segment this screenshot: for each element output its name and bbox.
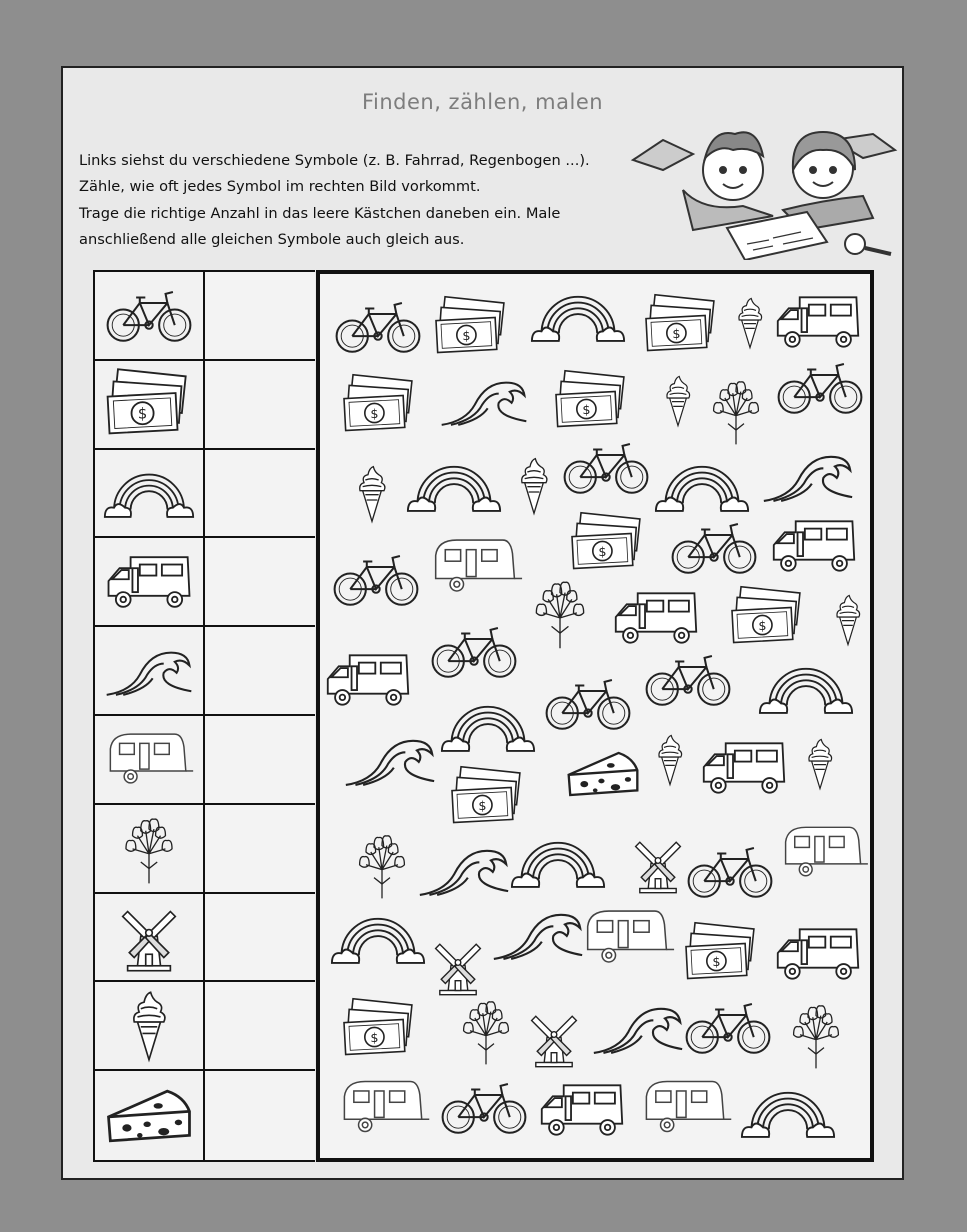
rainbow-icon[interactable]: [740, 1080, 836, 1144]
bicycle-icon[interactable]: [542, 670, 634, 736]
money-icon[interactable]: [340, 370, 420, 440]
page-title: Finden, zählen, malen: [361, 90, 604, 114]
answer-box-windmill[interactable]: [205, 894, 315, 983]
legend-row-ice-cream: [95, 982, 205, 1071]
rainbow-icon[interactable]: [330, 906, 426, 970]
instruction-line-3: Trage die richtige Anzahl in das leere Kästchen daneben ein. Male: [79, 204, 561, 222]
rainbow-icon[interactable]: [530, 284, 626, 348]
bicycle-icon[interactable]: [774, 354, 866, 420]
answer-box-rainbow[interactable]: [205, 450, 315, 539]
legend-row-caravan: [95, 716, 205, 805]
bicycle-icon[interactable]: [668, 514, 760, 580]
caravan-icon[interactable]: [336, 1074, 432, 1140]
tulip-bouquet-icon[interactable]: [704, 370, 768, 450]
rainbow-icon[interactable]: [406, 454, 502, 518]
money-icon[interactable]: [552, 368, 632, 434]
legend-row-rainbow: [95, 450, 205, 539]
answer-box-ice-cream[interactable]: [205, 982, 315, 1071]
camper-van-icon: [103, 545, 195, 619]
caravan-icon: [103, 722, 195, 796]
bicycle-icon: [103, 278, 195, 352]
children-reading-illustration: [623, 120, 903, 260]
money-icon[interactable]: [340, 996, 420, 1062]
bicycle-icon[interactable]: [684, 838, 776, 904]
camper-van-icon[interactable]: [320, 648, 416, 712]
camper-van-icon[interactable]: [770, 922, 866, 986]
ice-cream-icon[interactable]: [802, 724, 838, 804]
search-picture: [316, 270, 874, 1162]
legend-table: [93, 270, 315, 1162]
rainbow-icon[interactable]: [654, 454, 750, 518]
wave-icon[interactable]: [342, 728, 438, 792]
tulip-bouquet-icon[interactable]: [350, 826, 414, 902]
bicycle-icon[interactable]: [428, 618, 520, 684]
ice-cream-icon[interactable]: [732, 284, 768, 362]
money-icon[interactable]: [432, 294, 512, 360]
money-icon[interactable]: [448, 764, 528, 830]
legend-row-bicycle: [95, 272, 205, 361]
cheese-icon: [103, 1079, 195, 1153]
windmill-icon: [103, 900, 195, 974]
legend-row-tulip-bouquet: [95, 805, 205, 894]
camper-van-icon[interactable]: [766, 514, 862, 578]
instruction-line-1: Links siehst du verschiedene Symbole (z. B. Fahrrad, Regenbogen ...).: [79, 152, 590, 169]
tulip-bouquet-icon[interactable]: [526, 574, 594, 650]
answer-box-caravan[interactable]: [205, 716, 315, 805]
instruction-line-2: Zähle, wie oft jedes Symbol im rechten Bild vorkommt.: [79, 178, 481, 196]
rainbow-icon[interactable]: [758, 656, 854, 720]
caravan-icon[interactable]: [776, 820, 872, 884]
money-icon: [103, 367, 195, 441]
bicycle-icon[interactable]: [642, 646, 734, 712]
ice-cream-icon[interactable]: [514, 446, 554, 526]
wave-icon[interactable]: [438, 370, 530, 432]
legend-row-windmill: [95, 894, 205, 983]
caravan-icon[interactable]: [580, 902, 676, 972]
ice-cream-icon[interactable]: [830, 580, 866, 660]
camper-van-icon[interactable]: [534, 1078, 630, 1142]
wave-icon[interactable]: [590, 996, 686, 1060]
rainbow-icon[interactable]: [510, 830, 606, 894]
tulip-bouquet-icon[interactable]: [784, 996, 848, 1072]
money-icon[interactable]: [642, 292, 722, 358]
wave-icon[interactable]: [416, 838, 512, 902]
tulip-bouquet-icon[interactable]: [454, 992, 518, 1068]
ice-cream-icon[interactable]: [660, 362, 696, 440]
bicycle-icon[interactable]: [330, 546, 422, 612]
money-icon[interactable]: [568, 510, 648, 576]
rainbow-icon: [103, 456, 195, 530]
answer-box-money[interactable]: [205, 361, 315, 450]
worksheet-page: [61, 66, 904, 1180]
legend-row-cheese: [95, 1071, 205, 1160]
caravan-icon[interactable]: [428, 530, 524, 602]
wave-icon[interactable]: [490, 902, 586, 966]
legend-row-wave: [95, 627, 205, 716]
caravan-icon[interactable]: [638, 1074, 734, 1140]
camper-van-icon[interactable]: [608, 586, 704, 650]
bicycle-icon[interactable]: [560, 434, 652, 500]
answer-box-bicycle[interactable]: [205, 272, 315, 361]
cheese-icon[interactable]: [564, 742, 642, 806]
windmill-icon[interactable]: [630, 822, 686, 906]
answer-box-cheese[interactable]: [205, 1071, 315, 1160]
camper-van-icon[interactable]: [696, 736, 792, 800]
answer-box-wave[interactable]: [205, 627, 315, 716]
instruction-line-4: anschließend alle gleichen Symbole auch gleich aus.: [79, 231, 465, 249]
legend-row-camper-van: [95, 538, 205, 627]
bicycle-icon[interactable]: [682, 994, 774, 1060]
wave-icon: [103, 634, 195, 708]
legend-row-money: [95, 361, 205, 450]
tulip-bouquet-icon: [103, 811, 195, 885]
windmill-icon[interactable]: [526, 996, 582, 1080]
instructions: [79, 148, 639, 254]
wave-icon[interactable]: [760, 446, 856, 506]
ice-cream-icon: [103, 989, 195, 1063]
answer-box-tulip-bouquet[interactable]: [205, 805, 315, 894]
rainbow-icon[interactable]: [440, 694, 536, 758]
ice-cream-icon[interactable]: [652, 720, 688, 800]
bicycle-icon[interactable]: [332, 292, 424, 360]
ice-cream-icon[interactable]: [352, 454, 392, 534]
answer-box-camper-van[interactable]: [205, 538, 315, 627]
bicycle-icon[interactable]: [438, 1074, 530, 1140]
money-icon[interactable]: [728, 584, 808, 650]
money-icon[interactable]: [682, 920, 762, 986]
camper-van-icon[interactable]: [770, 290, 866, 354]
